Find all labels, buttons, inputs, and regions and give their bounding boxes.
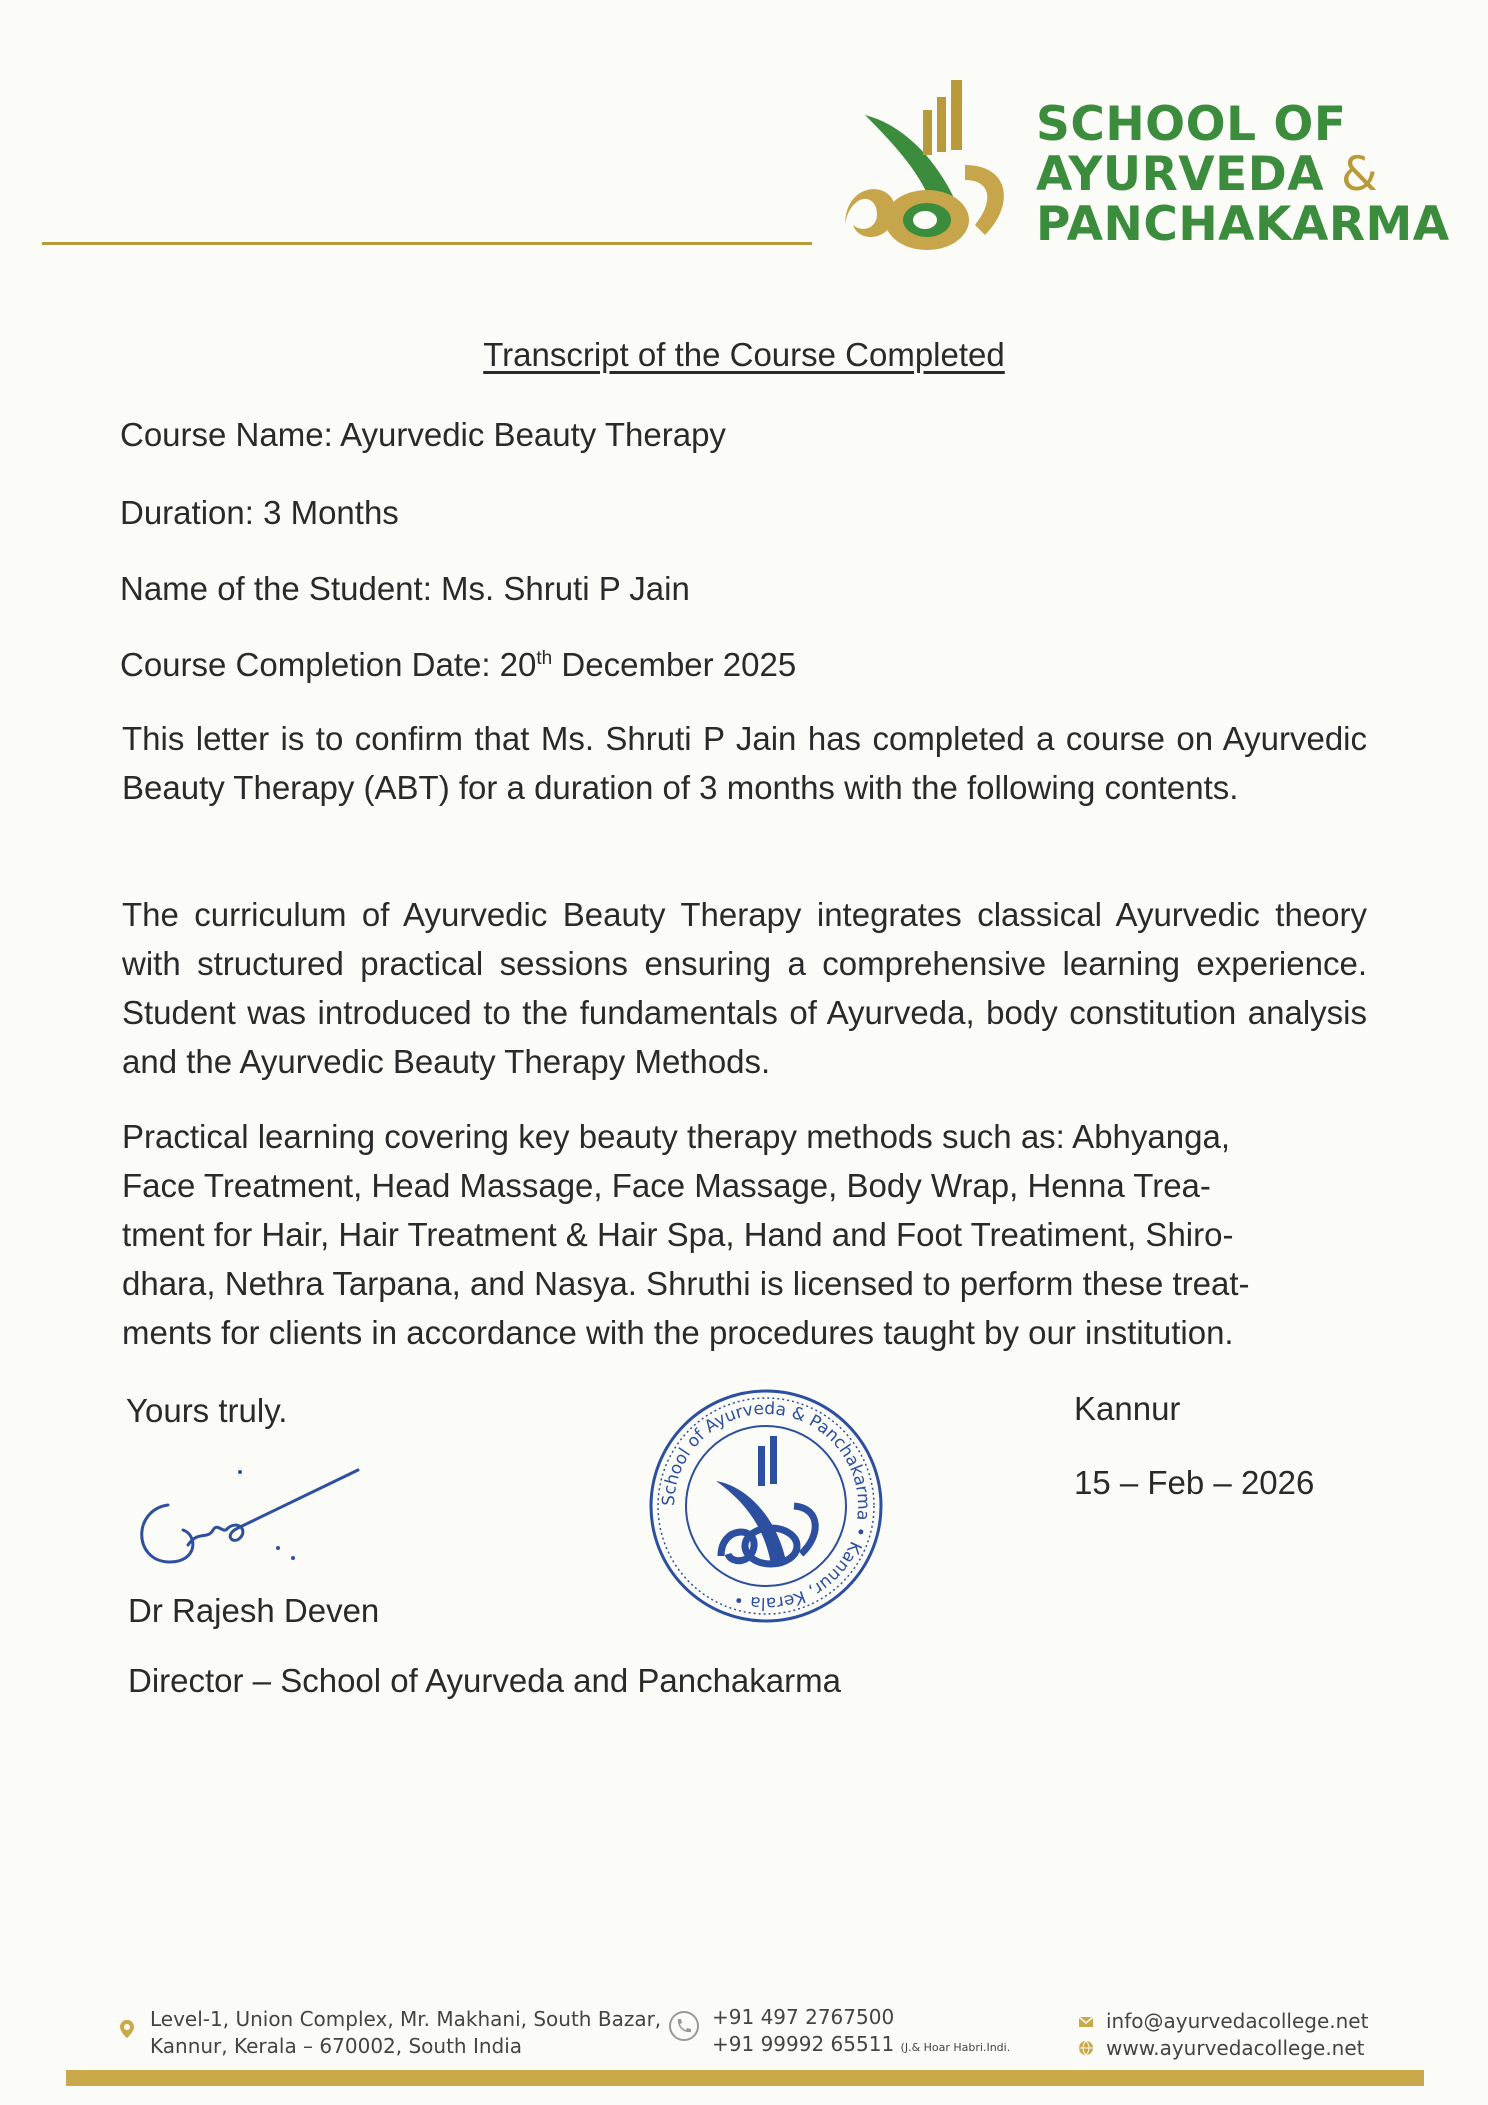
closing-text: Yours truly. <box>126 1392 288 1429</box>
phone-number-2: +91 99992 65511 (J.& Hoar Habri.Indi. <box>712 2032 1011 2056</box>
footer-address <box>150 2006 661 2060</box>
practical-paragraph <box>122 1112 1367 1357</box>
footer-contact <box>1106 2008 1368 2062</box>
student-name: Name of the Student: Ms. Shruti P Jain <box>120 570 690 607</box>
handwritten-signature <box>128 1450 378 1580</box>
footer-website[interactable]: www.ayurvedacollege.net <box>1106 2036 1365 2060</box>
location-icon <box>116 2018 138 2040</box>
svg-text:School of Ayurveda & Panchakar <box>659 1399 873 1613</box>
signatory-role: Director – School of Ayurveda and Panchakarma <box>128 1662 841 1699</box>
practical-line: Face Treatment, Head Massage, Face Massage, Body Wrap, Henna Trea- <box>122 1167 1211 1204</box>
practical-line: Practical learning covering key beauty therapy methods such as: Abhyanga, <box>122 1118 1230 1155</box>
confirmation-paragraph: This letter is to confirm that Ms. Shruti P Jain has completed a course on Ayurvedic Beauty Therapy (ABT) for a duration of 3 months with the following contents. <box>122 720 1367 806</box>
course-duration: Duration: 3 Months <box>120 494 399 531</box>
email-icon <box>1078 2014 1094 2030</box>
practical-line: ments for clients in accordance with the procedures taught by our institution. <box>122 1314 1234 1351</box>
practical-line: dhara, Nethra Tarpana, and Nasya. Shruthi is licensed to perform these treat- <box>122 1265 1250 1302</box>
seal-ring-text: School of Ayurveda & Panchakarma • Kannur, Kerala • <box>658 1398 874 1614</box>
school-logo-wordmark <box>1036 97 1450 252</box>
address-line-2: Kannur, Kerala – 670002, South India <box>150 2034 523 2058</box>
signatory-name: Dr Rajesh Deven <box>128 1592 380 1629</box>
course-name: Course Name: Ayurvedic Beauty Therapy <box>120 416 726 453</box>
signing-date: 15 – Feb – 2026 <box>1074 1464 1315 1501</box>
web-icon <box>1078 2040 1094 2056</box>
footer-bar <box>66 2070 1424 2086</box>
phone-number-1: +91 497 2767500 <box>712 2005 895 2029</box>
ayurveda-logo-icon <box>835 75 1015 260</box>
curriculum-paragraph: The curriculum of Ayurvedic Beauty Therapy integrates classical Ayurvedic theory with structured practical sessions ensuring a comprehensive learning experience. Student was introduced to the fundamentals of Ayurveda, body constitution analysis and the Ayurvedic Beauty Therapy Methods. <box>122 896 1367 1080</box>
logo-line-2: AYURVEDA & <box>1036 147 1379 202</box>
address-line-1: Level-1, Union Complex, Mr. Makhani, South Bazar, <box>150 2007 662 2031</box>
footer-phones <box>712 2004 1010 2061</box>
footer-email[interactable]: info@ayurvedacollege.net <box>1106 2009 1369 2033</box>
phone-icon <box>668 2010 700 2042</box>
completion-date: Course Completion Date: 20th December 2025 <box>120 646 797 683</box>
logo-line-3: PANCHAKARMA <box>1036 197 1450 252</box>
phone-note: (J.& Hoar Habri.Indi. <box>900 2041 1011 2054</box>
institution-seal <box>646 1386 886 1626</box>
header-rule <box>42 242 812 245</box>
document-title: Transcript of the Course Completed <box>483 336 1005 373</box>
logo-line-1: SCHOOL OF <box>1036 97 1347 152</box>
signing-place: Kannur <box>1074 1390 1181 1427</box>
practical-line: tment for Hair, Hair Treatment & Hair Spa, Hand and Foot Treatiment, Shiro- <box>122 1216 1234 1253</box>
